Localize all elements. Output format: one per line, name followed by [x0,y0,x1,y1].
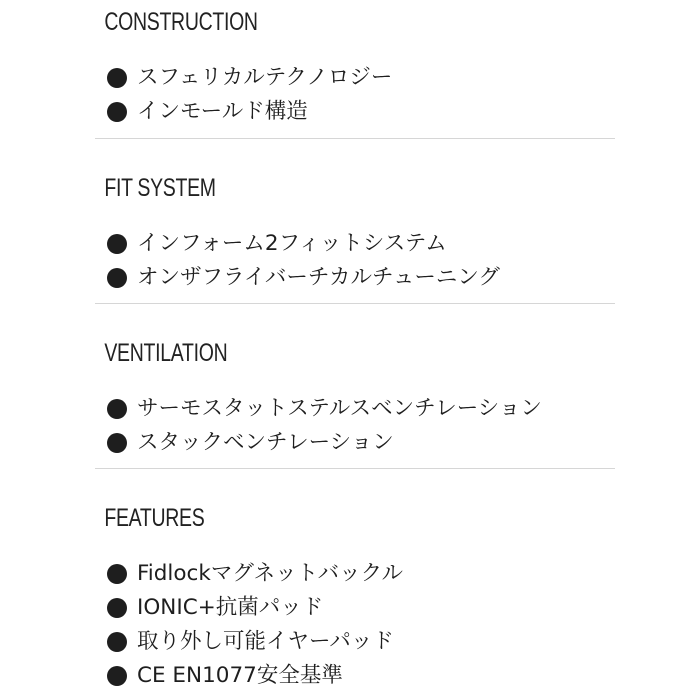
feature-list-construction [95,61,392,129]
item-label: スタックベンチレーション [137,430,394,455]
feature-list-features [95,557,403,693]
bullet-icon [107,666,127,686]
item-label: サーモスタットステルスベンチレーション [137,396,542,421]
item-label: インモールド構造 [137,99,308,124]
bullet-icon [107,632,127,652]
item-label: CE EN1077安全基準 [137,663,343,688]
list-item [107,625,403,659]
section-divider [95,138,615,139]
section-title-fit-system: FIT SYSTEM [104,174,216,202]
bullet-icon [107,399,127,419]
section-title-ventilation: VENTILATION [104,339,228,367]
bullet-icon [107,234,127,254]
section-fit-system [95,176,500,295]
item-label: オンザフライバーチカルチューニング [137,265,500,290]
list-item [107,261,500,295]
bullet-icon [107,68,127,88]
list-item [107,95,392,129]
list-item [107,227,500,261]
feature-list-ventilation [95,392,542,460]
list-item [107,426,542,460]
section-ventilation [95,341,542,460]
section-divider [95,468,615,469]
list-item [107,392,542,426]
section-title-construction: CONSTRUCTION [104,8,258,36]
item-label: 取り外し可能イヤーパッド [137,629,394,654]
list-item [107,557,403,591]
feature-list-fit-system [95,227,500,295]
item-label: スフェリカルテクノロジー [137,65,393,90]
section-construction [95,10,392,129]
bullet-icon [107,598,127,618]
section-title-features: FEATURES [104,504,205,532]
section-divider [95,303,615,304]
bullet-icon [107,433,127,453]
list-item [107,591,403,625]
list-item [107,61,392,95]
item-label: インフォーム2フィットシステム [137,231,447,256]
item-label: Fidlockマグネットバックル [137,561,404,586]
list-item [107,659,403,693]
item-label: IONIC+抗菌パッド [137,595,324,620]
section-features [95,506,403,693]
bullet-icon [107,102,127,122]
bullet-icon [107,564,127,584]
bullet-icon [107,268,127,288]
